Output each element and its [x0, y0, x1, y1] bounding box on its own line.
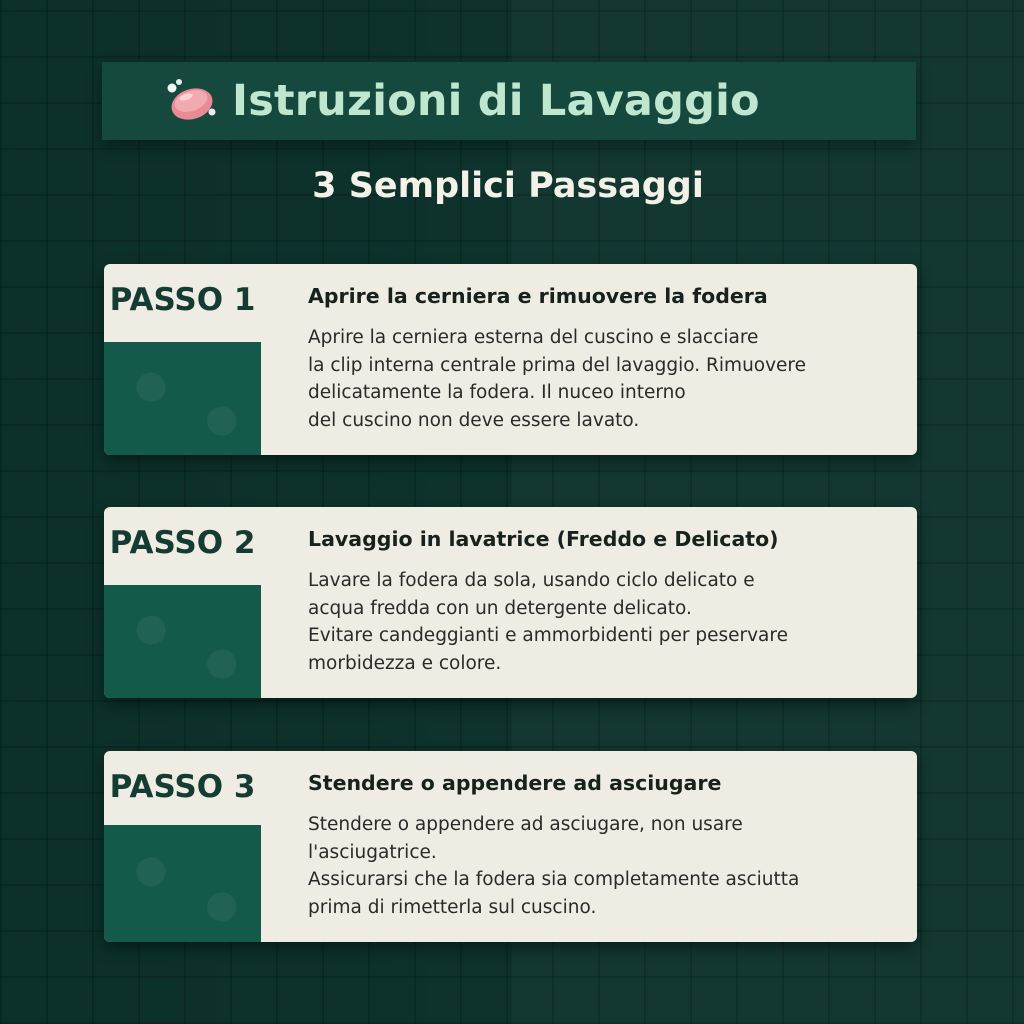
step-description [308, 324, 908, 434]
step-description [308, 567, 908, 677]
step-text-line: delicatamente la fodera. Il nuceo interno [308, 382, 686, 403]
step-description [308, 811, 908, 921]
step-text-line: Evitare candeggianti e ammorbidenti per peservare [308, 625, 788, 646]
page-title: Istruzioni di Lavaggio [232, 76, 760, 126]
step-text-line: l'asciugatrice. [308, 841, 437, 863]
step-text-line: acqua fredda con un detergente delicato. [308, 597, 692, 619]
step-text-line: prima di rimetterla sul cuscino. [308, 896, 597, 918]
step-heading: Aprire la cerniera e rimuovere la fodera [308, 284, 768, 308]
step-text-line: Lavare la fodera da sola, usando ciclo delicato e [308, 570, 755, 591]
step-card-3 [104, 751, 917, 942]
step-card-2 [104, 507, 917, 698]
title-banner [102, 62, 916, 140]
step-accent-block [104, 585, 261, 698]
step-text-line: del cuscino non deve essere lavato. [308, 409, 640, 431]
step-text-line: Stendere o appendere ad asciugare, non usare [308, 814, 743, 835]
step-text-line: Assicurarsi che la fodera sia completamente asciutta [308, 869, 800, 890]
step-label: PASSO 3 [109, 769, 256, 805]
step-text-line: morbidezza e colore. [308, 652, 502, 674]
step-label: PASSO 1 [109, 282, 256, 318]
soap-icon [164, 76, 220, 126]
step-card-1 [104, 264, 917, 455]
step-accent-block [104, 342, 261, 455]
step-text-line: Aprire la cerniera esterna del cuscino e slacciare [308, 327, 759, 348]
step-text-line: la clip interna centrale prima del lavaggio. Rimuovere [308, 354, 807, 376]
step-label: PASSO 2 [109, 525, 256, 561]
step-heading: Stendere o appendere ad asciugare [308, 771, 722, 795]
step-heading: Lavaggio in lavatrice (Freddo e Delicato) [308, 527, 779, 551]
step-accent-block [104, 825, 261, 942]
page-subtitle: 3 Semplici Passaggi [312, 166, 704, 206]
